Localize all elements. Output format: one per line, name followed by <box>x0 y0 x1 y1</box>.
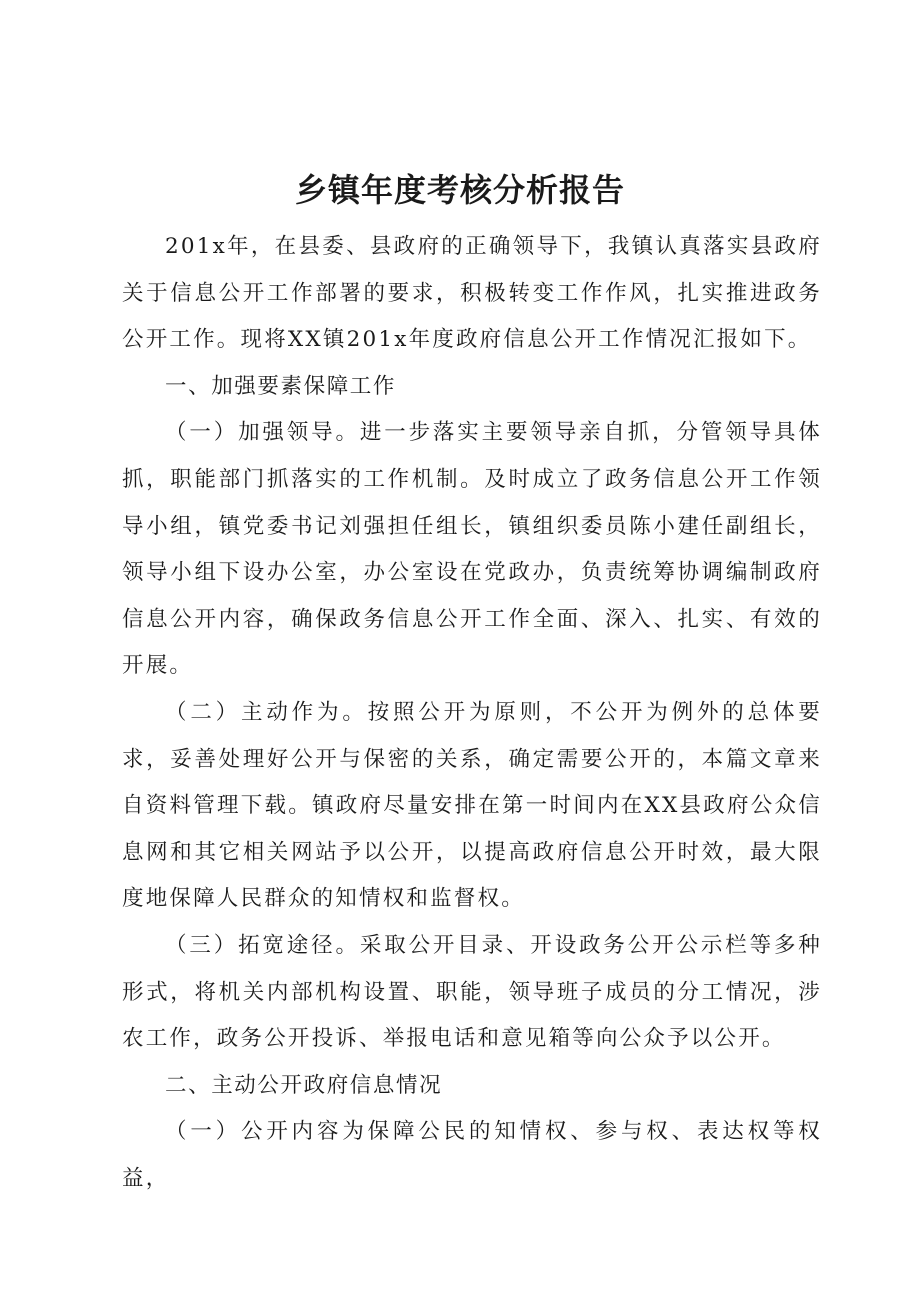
intro-paragraph: 201x年，在县委、县政府的正确领导下，我镇认真落实县政府关于信息公开工作部署的要求，积极转变工作作风，扎实推进政务公开工作。现将XX镇201x年度政府信息公开工作情况汇报如下。 <box>122 234 822 353</box>
section-heading-1: 一、加强要素保障工作 <box>165 373 397 399</box>
document-body <box>122 224 822 1202</box>
subsection-paragraph-1-2: （二）主动作为。按照公开为原则，不公开为例外的总体要求，妥善处理好公开与保密的关系，确定需要公开的，本篇文章来自资料管理下载。镇政府尽量安排在第一时间内在XX县政府公众信息网和其它相关网站予以公开，以提高政府信息公开时效，最大限度地保障人民群众的知情权和监督权。 <box>122 699 822 912</box>
subsection-paragraph-1-1: （一）加强领导。进一步落实主要领导亲自抓，分管领导具体抓，职能部门抓落实的工作机制。及时成立了政务信息公开工作领导小组，镇党委书记刘强担任组长，镇组织委员陈小建任副组长，领导小组下设办公室，办公室设在党政办，负责统筹协调编制政府信息公开内容，确保政务信息公开工作全面、深入、扎实、有效的开展。 <box>122 420 822 679</box>
subsection-paragraph-2-1: （一）公开内容为保障公民的知情权、参与权、表达权等权益， <box>122 1119 822 1191</box>
document-title: 乡镇年度考核分析报告 <box>294 171 625 209</box>
section-heading-2: 二、主动公开政府信息情况 <box>165 1072 443 1098</box>
subsection-paragraph-1-3: （三）拓宽途径。采取公开目录、开设政务公开公示栏等多种形式，将机关内部机构设置、职能，领导班子成员的分工情况，涉农工作，政务公开投诉、举报电话和意见箱等向公众予以公开。 <box>122 932 822 1052</box>
